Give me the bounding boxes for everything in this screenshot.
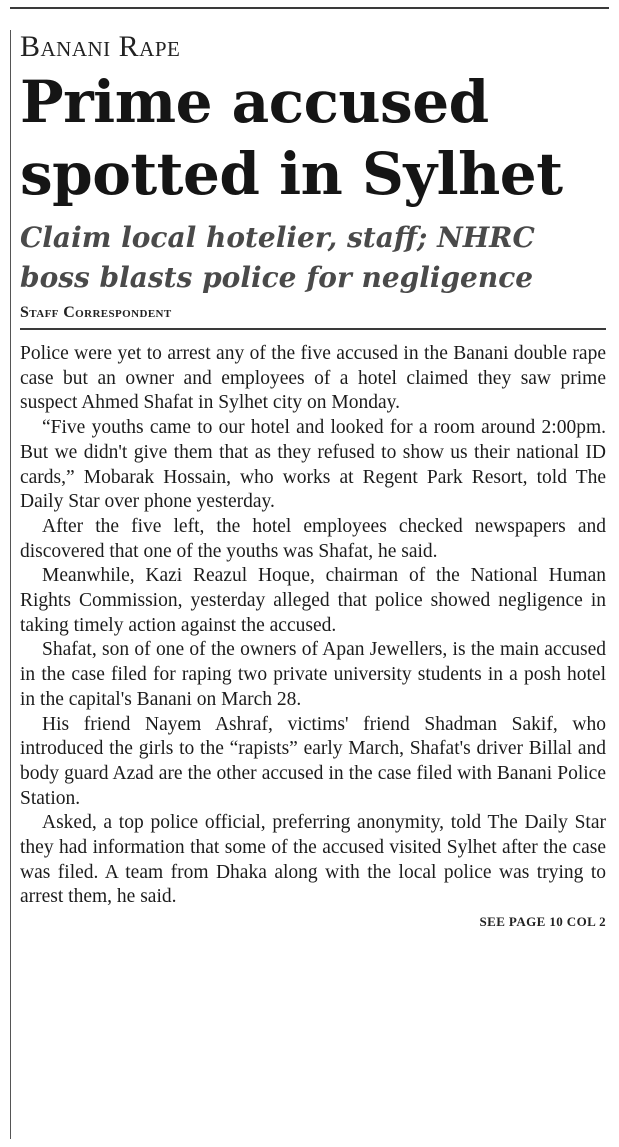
kicker: Banani Rape [20, 30, 181, 63]
deck-subheadline: Claim local hotelier, staff; NHRC boss blasts police for negligence [20, 221, 535, 294]
news-article [20, 30, 606, 932]
paragraph: After the five left, the hotel employees checked newspapers and discovered that one of the youths was Shafat, he said. [20, 515, 606, 562]
paragraph: His friend Nayem Ashraf, victims' friend Shadman Sakif, who introduced the girls to the “rapists” early March, Shafat's driver Billal and body guard Azad are the other accused in the case filed with Banani Police Station. [20, 713, 606, 809]
column-rule [10, 30, 11, 1139]
jump-line: SEE PAGE 10 COL 2 [479, 914, 606, 930]
paragraph: Police were yet to arrest any of the five accused in the Banani double rape case but an owner and employees of a hotel claimed they saw prime suspect Ahmed Shafat in Sylhet city on Monday. [20, 343, 606, 414]
paragraph: Meanwhile, Kazi Reazul Hoque, chairman of the National Human Rights Commission, yesterday alleged that police showed negligence in taking timely action against the accused. [20, 565, 606, 636]
paragraph: “Five youths came to our hotel and looked for a room around 2:00pm. But we didn't give them that as they refused to show us their national ID cards,” Mobarak Hossain, who works at Regent Park Resort, told The Daily Star over phone yesterday. [20, 417, 606, 513]
article-body [20, 342, 606, 910]
byline: Staff Correspondent [20, 302, 606, 330]
top-rule [10, 7, 609, 9]
headline: Prime accused spotted in Sylhet [20, 68, 563, 208]
paragraph: Shafat, son of one of the owners of Apan Jewellers, is the main accused in the case filed for raping two private university students in a posh hotel in the capital's Banani on March 28. [20, 639, 606, 710]
paragraph: Asked, a top police official, preferring anonymity, told The Daily Star they had information that some of the accused visited Sylhet after the case was filed. A team from Dhaka along with the local police was trying to arrest them, he said. [20, 812, 606, 908]
